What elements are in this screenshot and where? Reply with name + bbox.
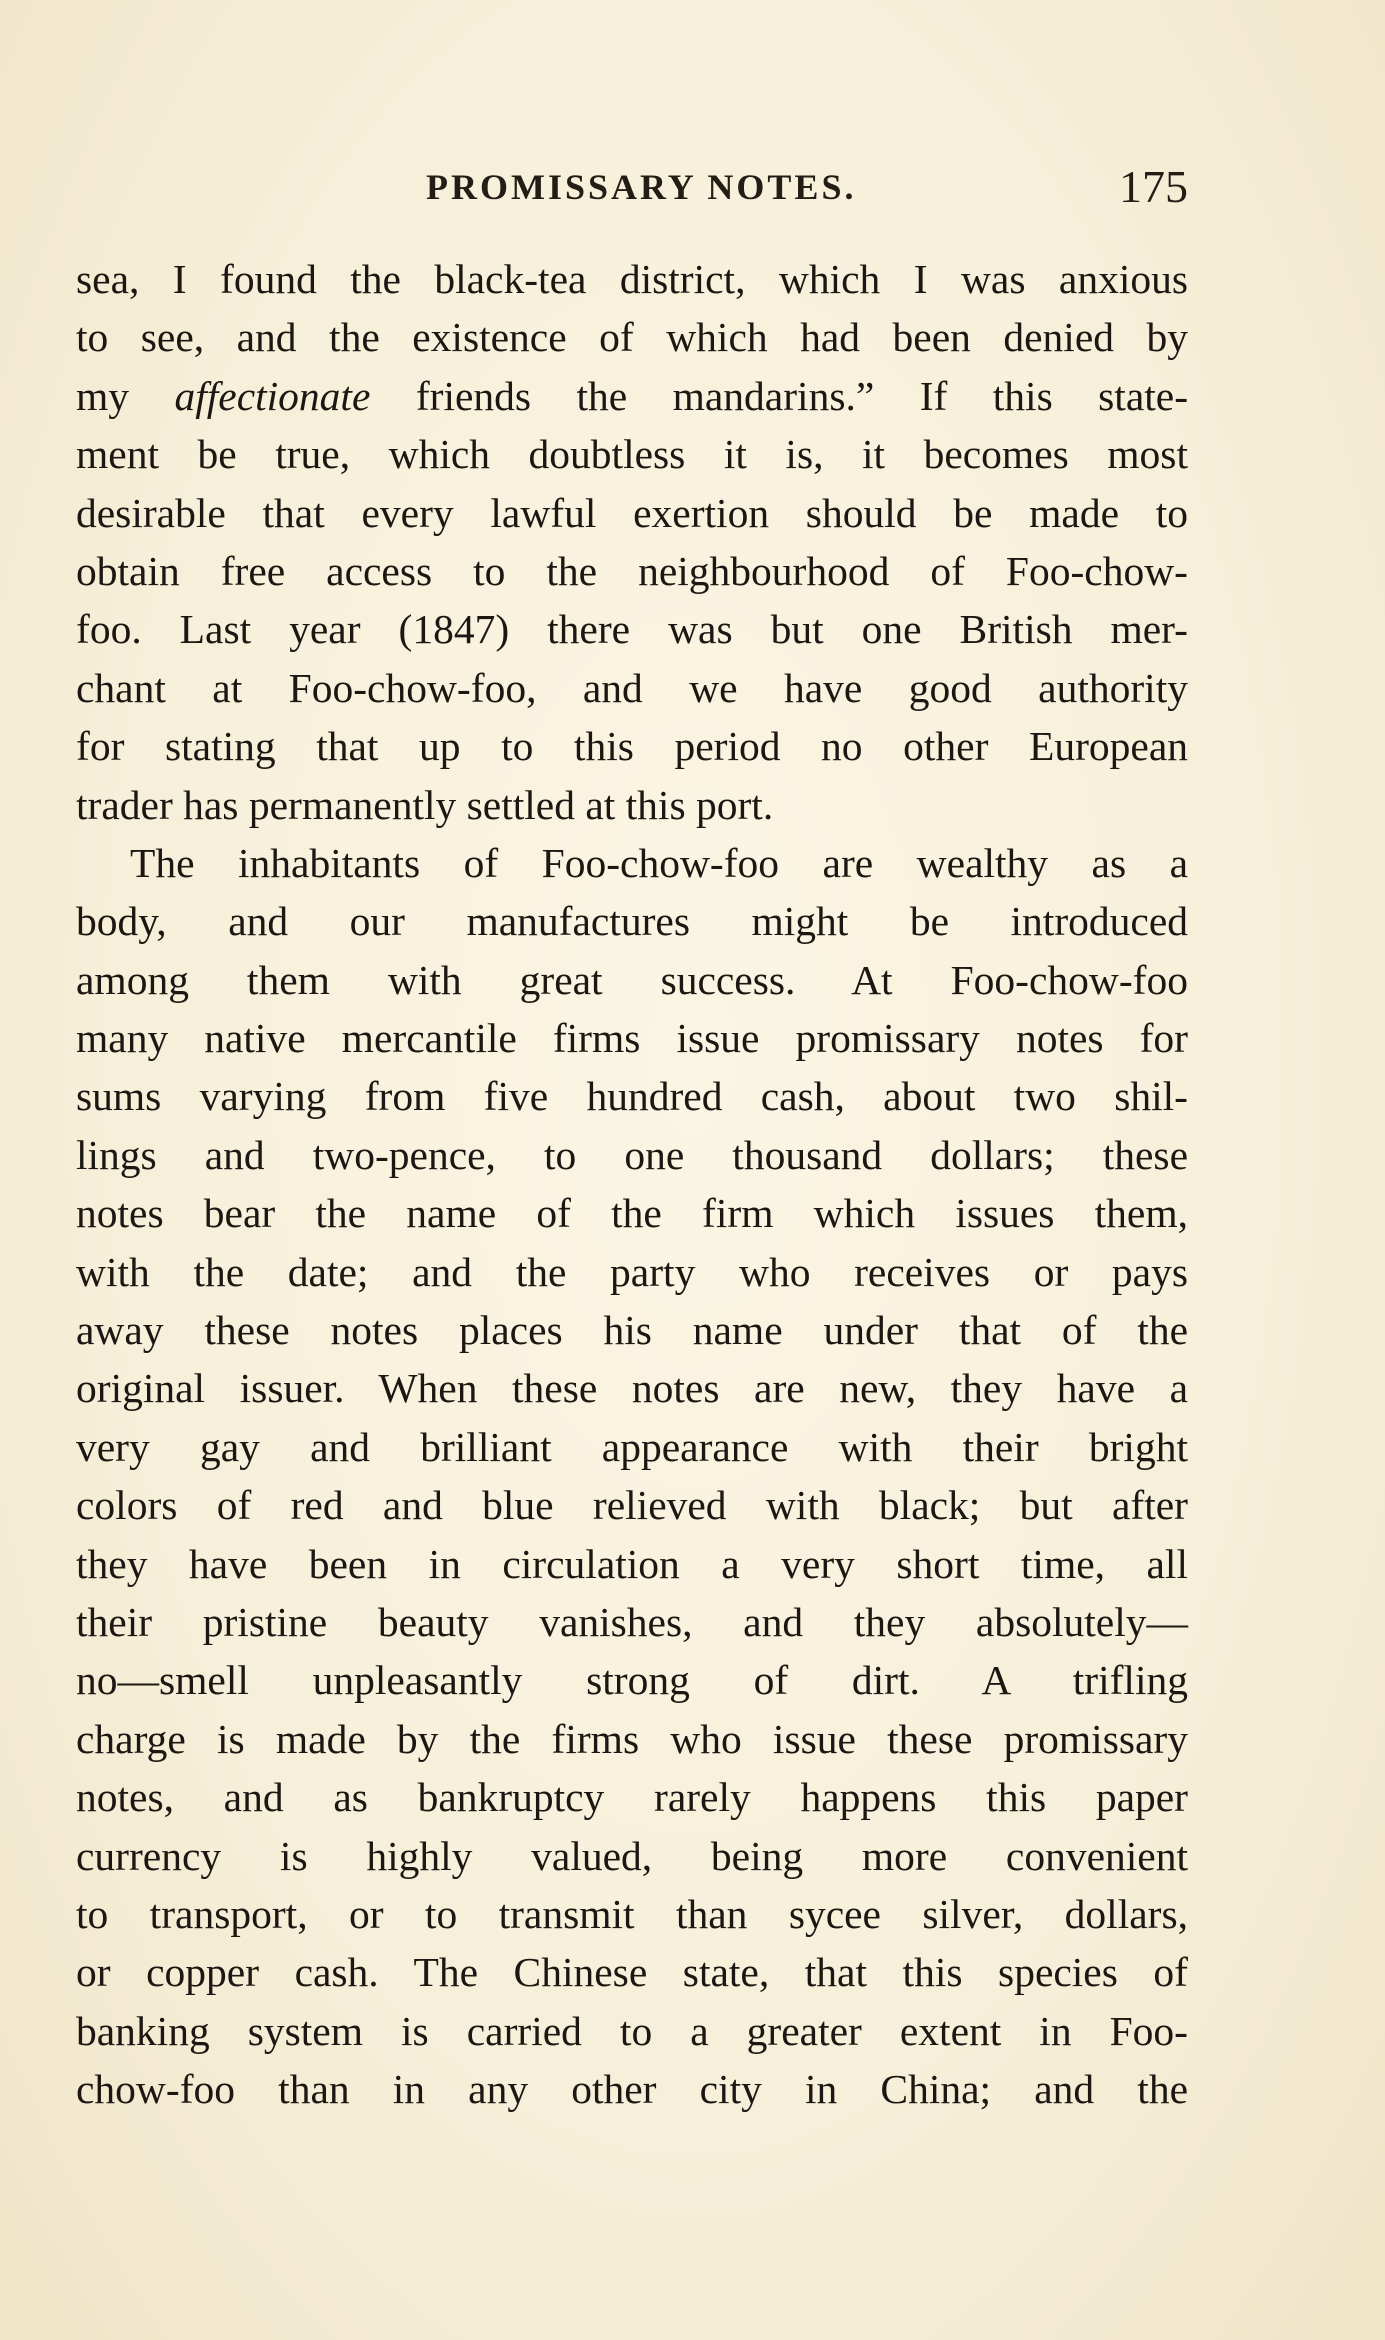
running-title: PROMISSARY NOTES. [426, 167, 857, 207]
text-line: foo. Last year (1847) there was but one British mer- [76, 606, 1188, 653]
text-line: among them with great success. At Foo-chow-foo [76, 956, 1188, 1003]
text-line: charge is made by the firms who issue these promissary [76, 1715, 1188, 1762]
running-head [76, 160, 1188, 212]
text-line: their pristine beauty vanishes, and they absolutely— [76, 1598, 1188, 1645]
text-line-with-emphasis [76, 367, 1188, 425]
text-line: chant at Foo-chow-foo, and we have good authority [76, 664, 1188, 711]
text-line: currency is highly valued, being more convenient [76, 1832, 1188, 1879]
text-line: notes bear the name of the firm which issues them, [76, 1190, 1188, 1237]
text-line: chow-foo than in any other city in China; and the [76, 2066, 1188, 2113]
text-line: sea, I found the black-tea district, which I was anxious [76, 256, 1188, 302]
text-line: away these notes places his name under that of the [76, 1307, 1188, 1354]
text-line: many native mercantile firms issue promissary notes for [76, 1015, 1188, 1062]
text-line: colors of red and blue relieved with black; but after [76, 1482, 1188, 1529]
text-run: friends the mandarins.” If this state- [370, 372, 1189, 419]
text-run: my [76, 372, 175, 419]
text-line: body, and our manufactures might be introduced [76, 898, 1188, 945]
text-line: to transport, or to transmit than sycee silver, dollars, [76, 1890, 1188, 1937]
text-line: or copper cash. The Chinese state, that this species of [76, 1949, 1188, 1996]
emphasis-text: affectionate [174, 372, 371, 419]
body-text [76, 250, 1188, 2119]
text-line: desirable that every lawful exertion should be made to [76, 489, 1188, 536]
text-line: The inhabitants of Foo-chow-foo are wealthy as a [130, 839, 1188, 886]
text-line: sums varying from five hundred cash, about two shil- [76, 1073, 1188, 1120]
text-line: for stating that up to this period no other European [76, 723, 1188, 770]
text-line: banking system is carried to a greater extent in Foo- [76, 2007, 1188, 2054]
text-line: ment be true, which doubtless it is, it becomes most [76, 431, 1188, 478]
text-line: to see, and the existence of which had been denied by [76, 314, 1188, 361]
text-line: original issuer. When these notes are new, they have a [76, 1365, 1188, 1412]
text-line: no—smell unpleasantly strong of dirt. A trifling [76, 1657, 1188, 1704]
text-line: with the date; and the party who receives or pays [76, 1248, 1188, 1295]
text-line: very gay and brilliant appearance with their bright [76, 1423, 1188, 1470]
text-line: they have been in circulation a very short time, all [76, 1540, 1188, 1587]
text-line: trader has permanently settled at this port. [76, 781, 774, 828]
text-line: lings and two-pence, to one thousand dollars; these [76, 1131, 1188, 1178]
text-line: obtain free access to the neighbourhood of Foo-chow- [76, 547, 1188, 594]
text-line: notes, and as bankruptcy rarely happens this paper [76, 1774, 1188, 1821]
page-number: 175 [1119, 161, 1188, 212]
